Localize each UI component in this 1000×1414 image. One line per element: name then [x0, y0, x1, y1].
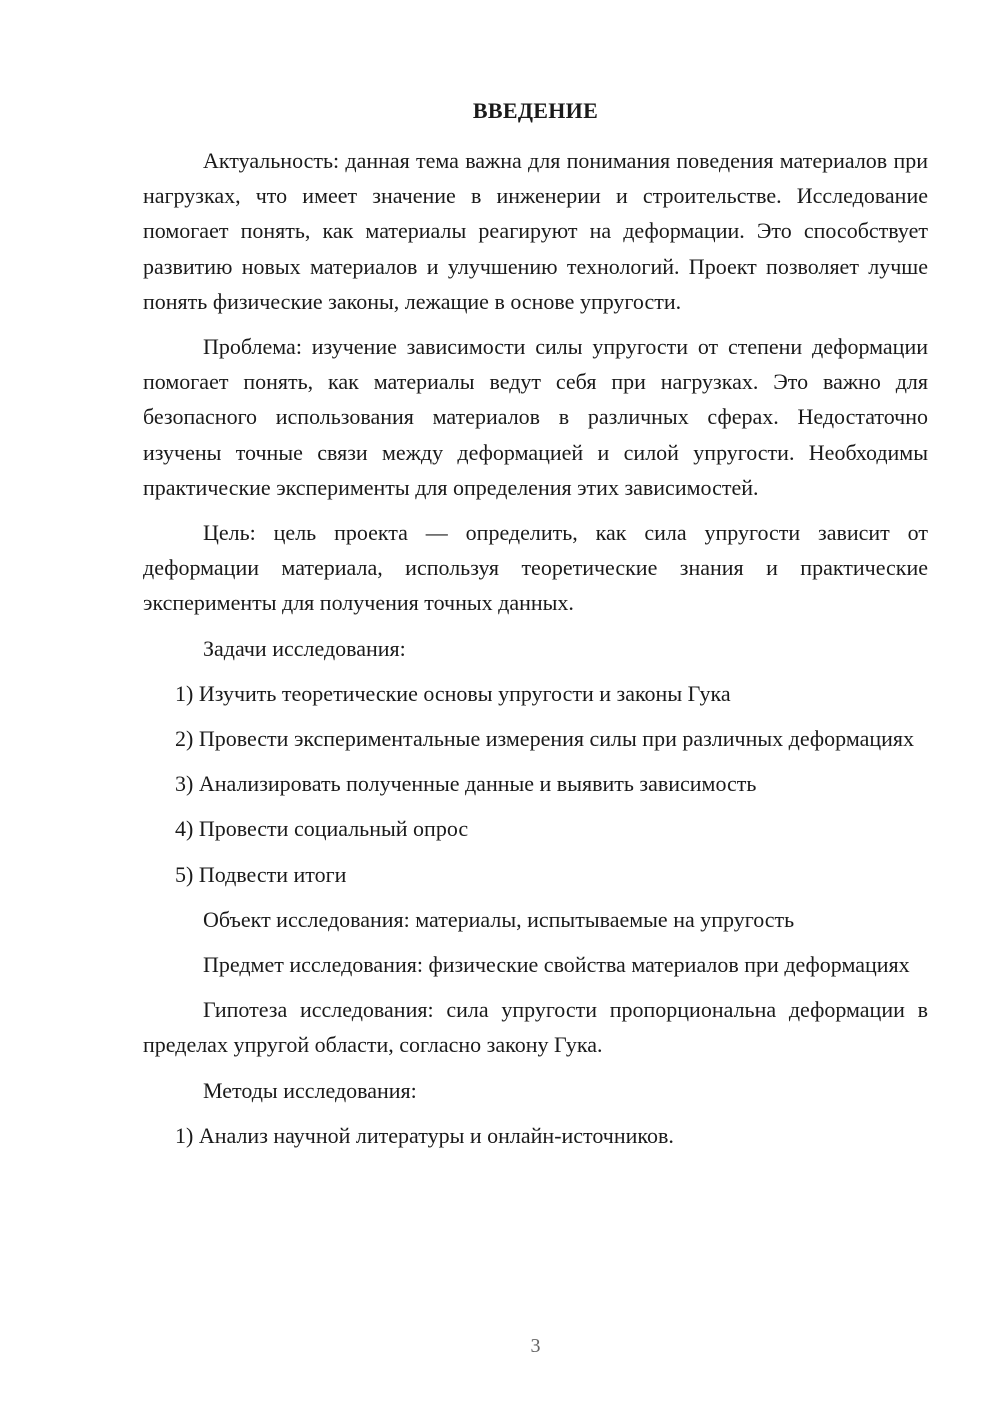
task-item-2: 2) Провести экспериментальные измерения силы при различных деформациях: [175, 726, 915, 752]
task-item-4: 4) Провести социальный опрос: [175, 816, 469, 842]
task-item-5: 5) Подвести итоги: [175, 861, 347, 887]
document-body: [143, 143, 928, 1163]
problem-paragraph: Проблема: изучение зависимости силы упругости от степени деформации помогает понять, как материалы ведут себя при нагрузках. Это важно для безопасного использования материалов в различных сферах. Недостаточно изучены точные связи между деформацией и силой упругости. Необходимы практические эксперименты для определения этих зависимостей.: [143, 334, 928, 500]
method-item-1: 1) Анализ научной литературы и онлайн-источников.: [175, 1122, 674, 1148]
page-title: ВВЕДЕНИЕ: [472, 98, 599, 123]
relevance-paragraph: Актуальность: данная тема важна для понимания поведения материалов при нагрузках, что имеет значение в инженерии и строительстве. Исследование помогает понять, как материалы реагируют на деформации. Это способствует развитию новых материалов и улучшению технологий. Проект позволяет лучше понять физические законы, лежащие в основе упругости.: [143, 148, 928, 314]
task-item-3: 3) Анализировать полученные данные и выявить зависимость: [175, 771, 757, 797]
task-item-1: 1) Изучить теоретические основы упругости и законы Гука: [175, 680, 731, 706]
goal-paragraph: Цель: цель проекта — определить, как сила упругости зависит от деформации материала, используя теоретические знания и практические эксперименты для получения точных данных.: [143, 520, 928, 616]
hypothesis-paragraph: Гипотеза исследования: сила упругости пропорциональна деформации в пределах упругой области, согласно закону Гука.: [143, 997, 928, 1058]
tasks-title: Задачи исследования:: [203, 635, 406, 661]
page-number: 3: [530, 1335, 541, 1357]
methods-title: Методы исследования:: [203, 1077, 417, 1103]
object-paragraph: Объект исследования: материалы, испытываемые на упругость: [203, 906, 795, 932]
subject-paragraph: Предмет исследования: физические свойства материалов при деформациях: [203, 952, 910, 978]
document-page: [143, 0, 928, 1414]
